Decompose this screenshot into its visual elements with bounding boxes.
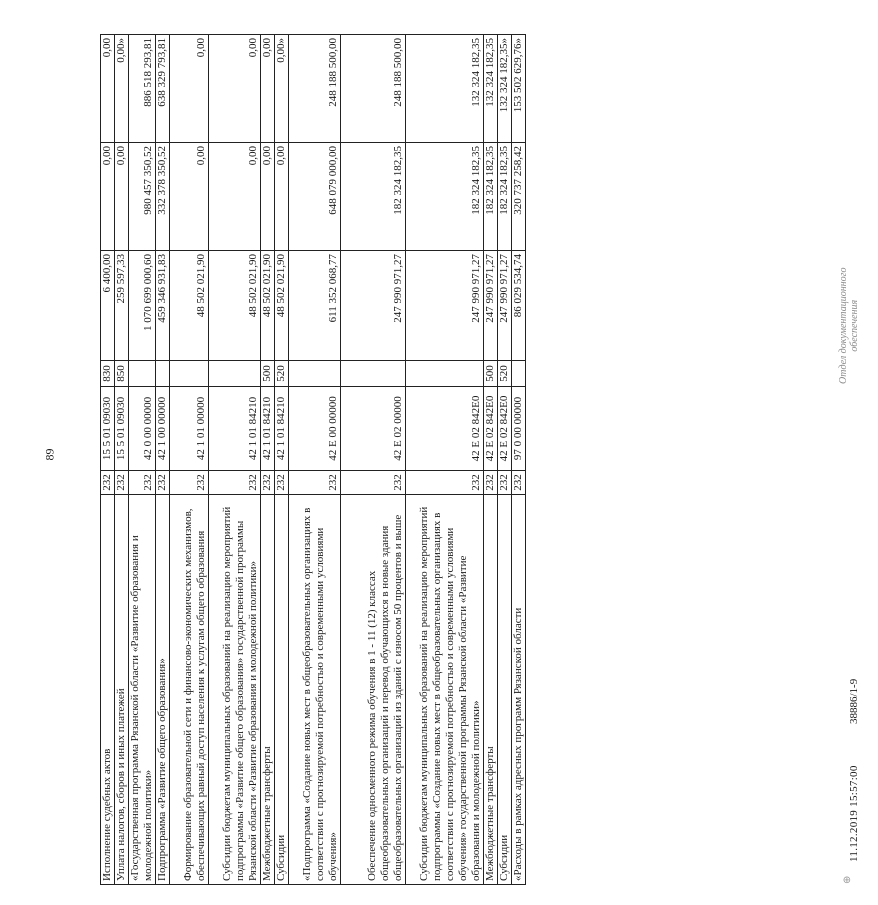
row-expense-type	[129, 361, 156, 387]
row-code: 232	[484, 471, 498, 495]
row-expense-type	[289, 361, 341, 387]
row-amount-2019: 459 346 931,83	[156, 251, 170, 361]
row-amount-2020: 0,00	[261, 143, 275, 251]
row-amount-2021: 0,00	[170, 35, 209, 143]
row-code: 232	[261, 471, 275, 495]
row-name: Субсидии	[275, 495, 289, 885]
row-expense-type	[156, 361, 170, 387]
department-note-line2: обеспечения	[849, 299, 860, 352]
row-amount-2020: 0,00	[275, 143, 289, 251]
row-target-article: 42 Е 02 842Е0	[498, 387, 512, 471]
row-amount-2019: 6 400,00	[101, 251, 115, 361]
row-amount-2019: 1 070 699 000,60	[129, 251, 156, 361]
table-row	[289, 35, 341, 885]
row-target-article: 42 Е 02 842Е0	[484, 387, 498, 471]
row-amount-2019: 259 597,33	[115, 251, 129, 361]
footer-stamp	[838, 64, 878, 884]
row-expense-type: 520	[498, 361, 512, 387]
rotated-sheet	[100, 30, 860, 890]
row-amount-2019: 247 990 971,27	[341, 251, 406, 361]
table-row	[115, 35, 129, 885]
table-row	[101, 35, 115, 885]
row-amount-2021: 132 324 182,35»	[498, 35, 512, 143]
row-name: «Государственная программа Рязанской области «Развитие образования и молодежной политики»	[129, 495, 156, 885]
table-row	[484, 35, 498, 885]
row-amount-2021: 132 324 182,35	[406, 35, 484, 143]
row-amount-2020: 980 457 350,52	[129, 143, 156, 251]
row-amount-2021: 153 502 629,76»	[512, 35, 526, 143]
table-row	[498, 35, 512, 885]
row-name: Межбюджетные трансферты	[484, 495, 498, 885]
row-code: 232	[289, 471, 341, 495]
row-name: Формирование образовательной сети и финансово-экономических механизмов, обеспечивающих равный доступ населения к услугам общего образования	[170, 495, 209, 885]
table-row	[406, 35, 484, 885]
row-target-article: 15 5 01 09030	[101, 387, 115, 471]
row-code: 232	[101, 471, 115, 495]
department-note	[838, 267, 860, 384]
row-expense-type	[209, 361, 261, 387]
row-amount-2019: 86 029 534,74	[512, 251, 526, 361]
table-row	[275, 35, 289, 885]
row-amount-2020: 648 079 000,00	[289, 143, 341, 251]
row-name: «Подпрограмма «Создание новых мест в общеобразовательных организациях в соответствии с прогнозируемой потребностью и современными условиями обучения»	[289, 495, 341, 885]
row-name: Обеспечение односменного режима обучения в 1 - 11 (12) классах общеобразовательных организаций и перевод обучающихся в новые здания общеобразовательных организаций из зданий с износом 50 процентов и выше	[341, 495, 406, 885]
row-amount-2020: 0,00	[209, 143, 261, 251]
row-target-article: 42 1 01 84210	[261, 387, 275, 471]
row-code: 232	[498, 471, 512, 495]
row-code: 232	[115, 471, 129, 495]
table-row	[129, 35, 156, 885]
row-amount-2020: 182 324 182,35	[484, 143, 498, 251]
row-amount-2019: 611 352 068,77	[289, 251, 341, 361]
watermark-icon: ⊕	[842, 875, 853, 884]
row-amount-2020: 332 378 350,52	[156, 143, 170, 251]
row-expense-type: 500	[484, 361, 498, 387]
row-amount-2021: 0,00»	[115, 35, 129, 143]
row-amount-2021: 0,00	[261, 35, 275, 143]
row-code: 232	[275, 471, 289, 495]
row-expense-type	[512, 361, 526, 387]
row-amount-2020: 182 324 182,35	[341, 143, 406, 251]
row-code: 232	[209, 471, 261, 495]
row-amount-2020: 0,00	[115, 143, 129, 251]
row-target-article: 42 1 01 00000	[170, 387, 209, 471]
row-code: 232	[512, 471, 526, 495]
row-amount-2021: 0,00	[209, 35, 261, 143]
row-amount-2020: 320 737 258,42	[512, 143, 526, 251]
row-name: Уплата налогов, сборов и иных платежей	[115, 495, 129, 885]
row-name: Субсидии бюджетам муниципальных образований на реализацию мероприятий подпрограммы «Развитие общего образования» государственной программы Рязанской области «Развитие образования и молодежной политики»	[209, 495, 261, 885]
row-expense-type: 520	[275, 361, 289, 387]
row-target-article: 42 Е 02 842Е0	[406, 387, 484, 471]
row-expense-type: 850	[115, 361, 129, 387]
row-code: 232	[341, 471, 406, 495]
row-amount-2021: 638 329 793,81	[156, 35, 170, 143]
row-target-article: 97 0 00 00000	[512, 387, 526, 471]
row-target-article: 42 1 00 00000	[156, 387, 170, 471]
row-expense-type	[341, 361, 406, 387]
budget-table	[100, 34, 526, 885]
row-amount-2021: 0,00	[101, 35, 115, 143]
table-body	[101, 35, 526, 885]
row-target-article: 42 Е 02 00000	[341, 387, 406, 471]
row-expense-type	[170, 361, 209, 387]
row-name: Субсидии	[498, 495, 512, 885]
row-name: Межбюджетные трансферты	[261, 495, 275, 885]
row-code: 232	[156, 471, 170, 495]
row-name: Подпрограмма «Развитие общего образования»	[156, 495, 170, 885]
row-expense-type	[406, 361, 484, 387]
table-row	[261, 35, 275, 885]
row-amount-2019: 247 990 971,27	[406, 251, 484, 361]
row-amount-2020: 182 324 182,35	[498, 143, 512, 251]
row-amount-2020: 182 324 182,35	[406, 143, 484, 251]
row-amount-2019: 48 502 021,90	[170, 251, 209, 361]
row-target-article: 42 0 00 00000	[129, 387, 156, 471]
row-amount-2021: 248 188 500,00	[289, 35, 341, 143]
row-name: Исполнение судебных актов	[101, 495, 115, 885]
row-amount-2019: 247 990 971,27	[498, 251, 512, 361]
row-target-article: 42 Е 00 00000	[289, 387, 341, 471]
stamp-timestamp: 11.12.2019 15:57:00	[848, 765, 860, 862]
row-amount-2019: 48 502 021,90	[275, 251, 289, 361]
row-name: «Расходы в рамках адресных программ Рязанской области	[512, 495, 526, 885]
row-target-article: 42 1 01 84210	[209, 387, 261, 471]
row-expense-type: 500	[261, 361, 275, 387]
row-amount-2020: 0,00	[170, 143, 209, 251]
table-row	[341, 35, 406, 885]
row-target-article: 42 1 01 84210	[275, 387, 289, 471]
table-row	[512, 35, 526, 885]
table-row	[209, 35, 261, 885]
row-amount-2021: 132 324 182,35	[484, 35, 498, 143]
table-row	[170, 35, 209, 885]
table-row	[156, 35, 170, 885]
row-name: Субсидии бюджетам муниципальных образований на реализацию мероприятий подпрограммы «Создание новых мест в общеобразовательных организациях в соответствии с прогнозируемой потребностью и современными условиями обучения» государственной программы Рязанской области «Развитие образования и молодежной политики»	[406, 495, 484, 885]
row-amount-2019: 48 502 021,90	[209, 251, 261, 361]
row-amount-2021: 886 518 293,81	[129, 35, 156, 143]
row-amount-2020: 0,00	[101, 143, 115, 251]
page-number: 89	[42, 448, 57, 461]
stamp-reg-number: 38886/1-9	[848, 678, 860, 724]
row-code: 232	[406, 471, 484, 495]
row-code: 232	[129, 471, 156, 495]
department-note-line1: Отдел документационного	[838, 267, 849, 384]
row-amount-2021: 0,00»	[275, 35, 289, 143]
row-expense-type: 830	[101, 361, 115, 387]
row-target-article: 15 5 01 09030	[115, 387, 129, 471]
row-amount-2021: 248 188 500,00	[341, 35, 406, 143]
row-amount-2019: 48 502 021,90	[261, 251, 275, 361]
row-amount-2019: 247 990 971,27	[484, 251, 498, 361]
row-code: 232	[170, 471, 209, 495]
